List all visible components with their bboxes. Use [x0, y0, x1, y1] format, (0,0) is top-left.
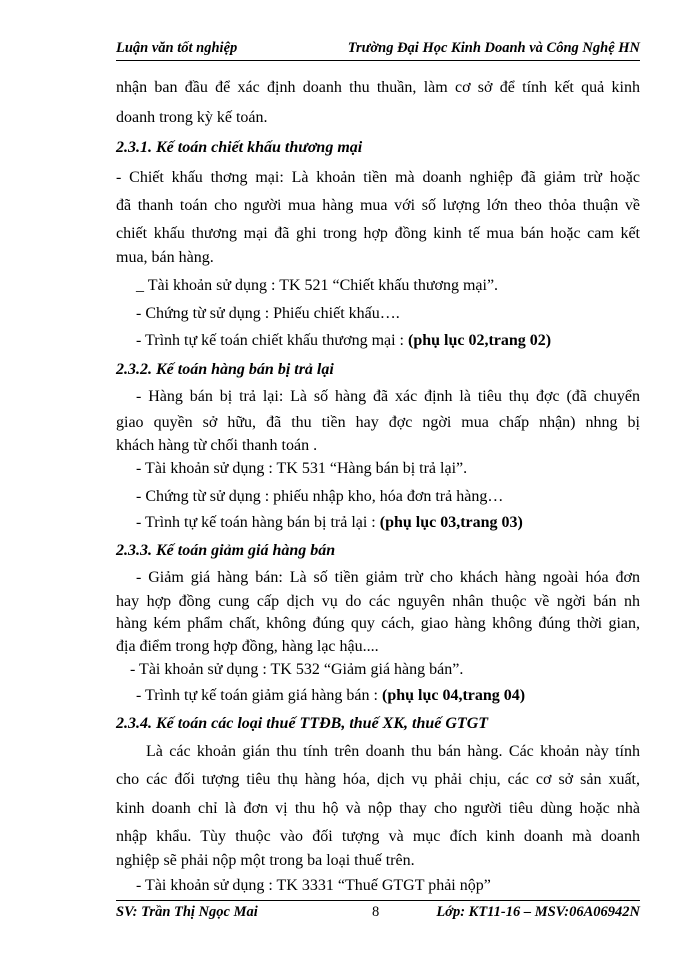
paragraph-line: doanh trong kỳ kế toán. — [116, 109, 268, 126]
list-item — [116, 331, 660, 351]
page-footer — [116, 900, 640, 923]
paragraph-line: hay hợp đồng cung cấp dịch vụ do các nguyên nhân thuộc về ngời bán nh — [116, 593, 640, 610]
list-item-text: - Trình tự kế toán hàng bán bị trả lại : — [136, 514, 380, 531]
section-heading-2-3-4: 2.3.4. Kế toán các loại thuế TTĐB, thuế XK, thuế GTGT — [116, 715, 489, 732]
paragraph-line: Là các khoản gián thu tính trên doanh thu bán hàng. Các khoản này tính — [146, 743, 640, 760]
paragraph-line: giao quyền sở hữu, đã thu tiền hay đợc ngời mua chấp nhận) nhng bị — [116, 414, 640, 431]
list-item: _ Tài khoản sử dụng : TK 521 “Chiết khấu thương mại”. — [136, 277, 499, 294]
list-item: - Chứng từ sử dụng : Phiếu chiết khấu…. — [136, 305, 400, 322]
page-header — [116, 38, 640, 61]
list-item: - Tài khoản sử dụng : TK 532 “Giảm giá hàng bán”. — [130, 661, 464, 678]
list-item-text: - Trình tự kế toán chiết khấu thương mại : — [136, 332, 408, 349]
appendix-reference: (phụ lục 02,trang 02) — [408, 332, 552, 349]
paragraph-line: kinh doanh chỉ là đơn vị thu hộ và nộp thay cho người tiêu dùng hoặc nhà — [116, 800, 640, 817]
footer-class-id: Lớp: KT11-16 – MSV:06A06942N — [436, 904, 640, 920]
list-item: - Chứng từ sử dụng : phiếu nhập kho, hóa đơn trả hàng… — [136, 488, 504, 505]
list-item: - Tài khoản sử dụng : TK 3331 “Thuế GTGT phải nộp” — [136, 877, 491, 894]
header-thesis-title: Luận văn tốt nghiệp — [116, 40, 238, 56]
list-item-text: - Trình tự kế toán giảm giá hàng bán : — [136, 687, 382, 704]
paragraph-line: khách hàng từ chối thanh toán . — [116, 437, 318, 454]
appendix-reference: (phụ lục 03,trang 03) — [379, 514, 523, 531]
paragraph-line: - Hàng bán bị trả lại: Là số hàng đã xác định là tiêu thụ đợc (đã chuyển — [136, 388, 640, 405]
footer-student-name: SV: Trần Thị Ngọc Mai — [116, 904, 258, 920]
paragraph-line: đã thanh toán cho người mua hàng mua với số lượng lớn theo thỏa thuận về — [116, 197, 640, 214]
paragraph-line: - Giảm giá hàng bán: Là số tiền giảm trừ cho khách hàng ngoài hóa đơn — [136, 569, 640, 586]
header-university: Trường Đại Học Kinh Doanh và Công Nghệ HN — [347, 40, 640, 56]
paragraph-line: - Chiết khấu thơng mại: Là khoản tiền mà doanh nghiệp đã giảm trừ hoặc — [116, 169, 640, 186]
paragraph-line: nghiệp sẽ phải nộp một trong ba loại thuế trên. — [116, 852, 415, 869]
appendix-reference: (phụ lục 04,trang 04) — [381, 687, 526, 704]
list-item: - Tài khoản sử dụng : TK 531 “Hàng bán bị trả lại”. — [136, 460, 468, 477]
section-heading-2-3-3: 2.3.3. Kế toán giảm giá hàng bán — [116, 542, 336, 559]
list-item — [116, 686, 660, 706]
section-heading-2-3-2: 2.3.2. Kế toán hàng bán bị trả lại — [116, 361, 334, 378]
paragraph-line: địa điểm trong hợp đồng, hàng lạc hậu.... — [116, 638, 379, 655]
section-heading-2-3-1: 2.3.1. Kế toán chiết khấu thương mại — [116, 139, 363, 156]
paragraph-line: hàng kém phẩm chất, không đúng quy cách, giao hàng không đúng thời gian, — [116, 615, 640, 632]
paragraph-line: cho các đối tượng tiêu thụ hàng hóa, dịch vụ phải chịu, các cơ sở sản xuất, — [116, 771, 640, 788]
paragraph-line: mua, bán hàng. — [116, 249, 214, 266]
paragraph-line: nhận ban đầu để xác định doanh thu thuần, làm cơ sở để tính kết quả kinh — [116, 79, 640, 96]
list-item — [116, 513, 660, 533]
page-number: 8 — [372, 904, 380, 920]
paragraph-line: nhập khẩu. Tùy thuộc vào đối tượng và mục đích kinh doanh mà doanh — [116, 828, 640, 845]
paragraph-line: chiết khấu thương mại đã ghi trong hợp đồng kinh tế mua bán hoặc cam kết — [116, 225, 640, 242]
